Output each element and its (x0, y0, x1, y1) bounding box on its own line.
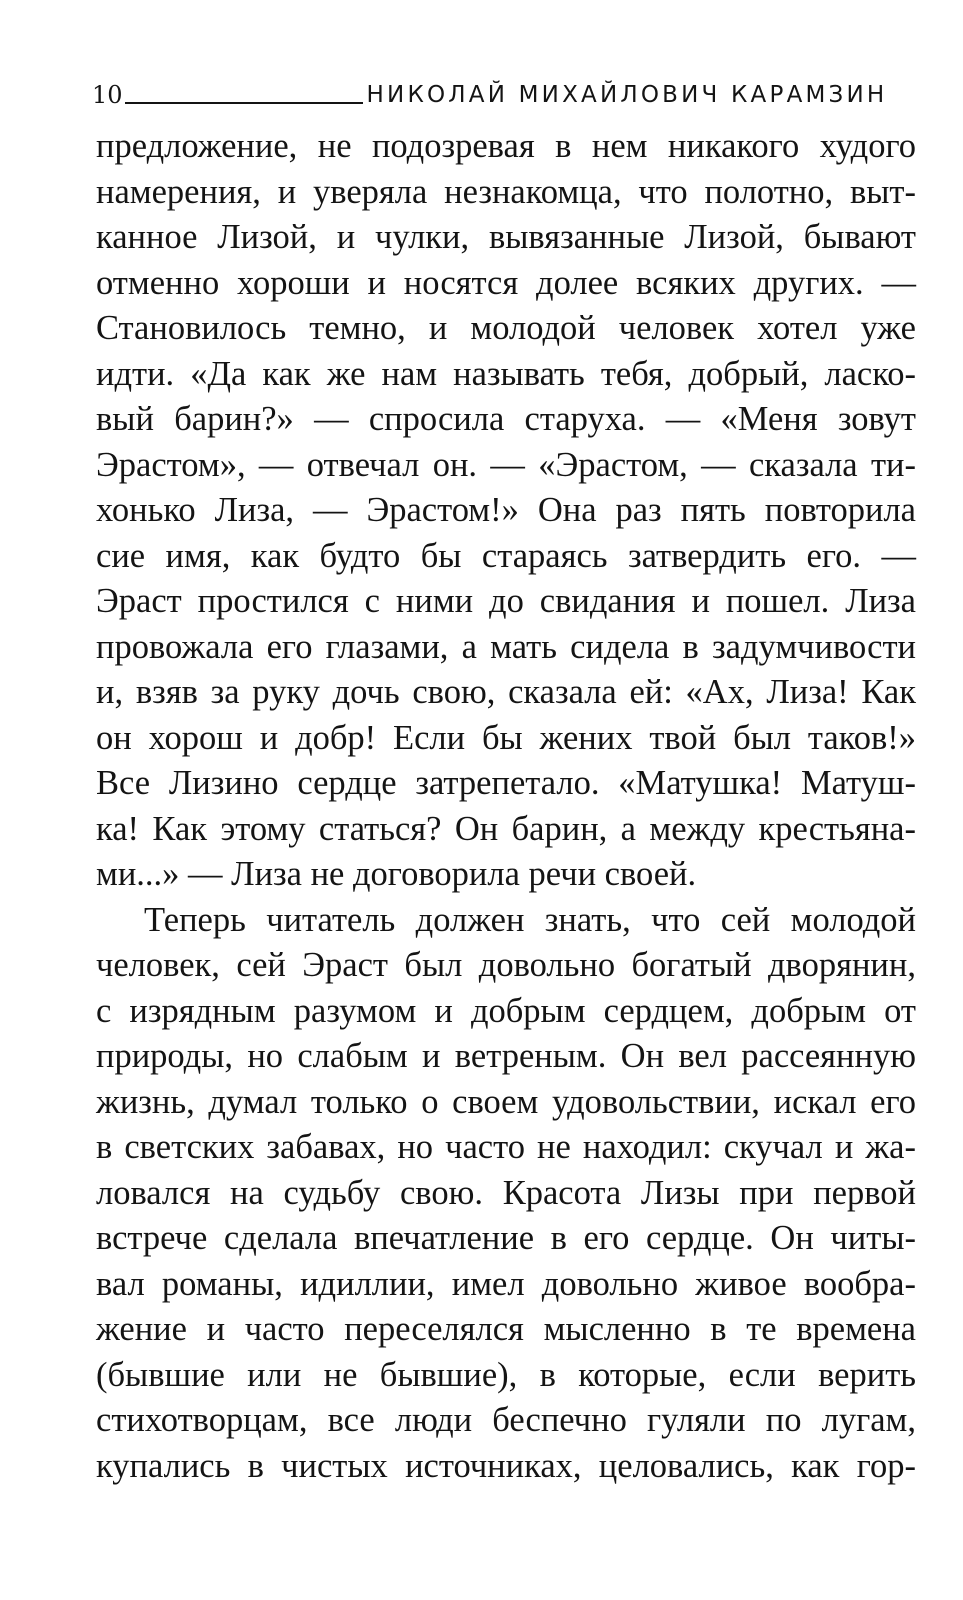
text-line: хонько Лиза, — Эрастом!» Она раз пять повторила (96, 491, 916, 529)
running-head (92, 72, 916, 108)
text-line: идти. «Да как же нам называть тебя, добрый, ласко- (96, 354, 916, 393)
text-line: Все Лизино сердце затрепетало. «Матушка! Матуш- (96, 764, 916, 802)
text-line: в светских забавах, но часто не находил: скучал и жа- (96, 1128, 916, 1166)
text-line: и, взяв за руку дочь свою, сказала ей: «Ах, Лиза! Как (96, 673, 916, 711)
text-line: вый барин?» — спросила старуха. — «Меня зовут (96, 400, 916, 438)
text-line: (бывшие или не бывшие), в которые, если верить (96, 1355, 916, 1394)
text-line: канное Лизой, и чулки, вывязанные Лизой, бывают (96, 218, 916, 256)
text-line: природы, но слабым и ветреным. Он вел рассеянную (96, 1037, 916, 1075)
header-rule (125, 102, 363, 104)
text-line: он хорош и добр! Если бы жених твой был таков!» (96, 718, 916, 757)
text-line: Эраст простился с ними до свидания и пошел. Лиза (96, 582, 916, 620)
text-line: ми...» — Лиза не договорила речи своей. (96, 855, 697, 893)
text-line: вал романы, идиллии, имел довольно живое вообра- (96, 1264, 916, 1303)
text-line: с изрядным разумом и добрым сердцем, добрым от (96, 991, 916, 1030)
text-line: Эрастом», — отвечал он. — «Эрастом, — сказала ти- (96, 445, 916, 484)
text-line: Теперь читатель должен знать, что сей молодой (144, 900, 916, 939)
text-line: намерения, и уверяла незнакомца, что полотно, выт- (96, 172, 916, 211)
text-line: ловался на судьбу свою. Красота Лизы при первой (96, 1173, 916, 1212)
text-line: ка! Как этому статься? Он барин, а между крестьяна- (96, 809, 916, 848)
text-line: провожала его глазами, а мать сидела в задумчивости (96, 627, 916, 666)
running-title: НИКОЛАЙ МИХАЙЛОВИЧ КАРАМЗИН (366, 82, 888, 108)
text-line: отменно хороши и носятся долее всяких других. — (96, 263, 916, 302)
text-line: человек, сей Эраст был довольно богатый дворянин, (96, 946, 916, 984)
page-number: 10 (92, 81, 123, 109)
text-line: купались в чистых источниках, целовались, как гор- (96, 1446, 916, 1485)
text-line: Становилось темно, и молодой человек хотел уже (96, 309, 916, 347)
text-line: предложение, не подозревая в нем никакого худого (96, 127, 916, 165)
paragraph (96, 124, 916, 898)
body-text (96, 124, 916, 1489)
text-line: сие имя, как будто бы стараясь затвердить его. — (96, 536, 916, 575)
text-line: жизнь, думал только о своем удовольствии, искал его (96, 1082, 916, 1121)
text-line: жение и часто переселялся мысленно в те времена (96, 1310, 916, 1348)
text-line: стихотворцам, все люди беспечно гуляли по лугам, (96, 1401, 916, 1439)
text-line: встрече сделала впечатление в его сердце. Он читы- (96, 1219, 916, 1257)
paragraph (96, 898, 916, 1490)
